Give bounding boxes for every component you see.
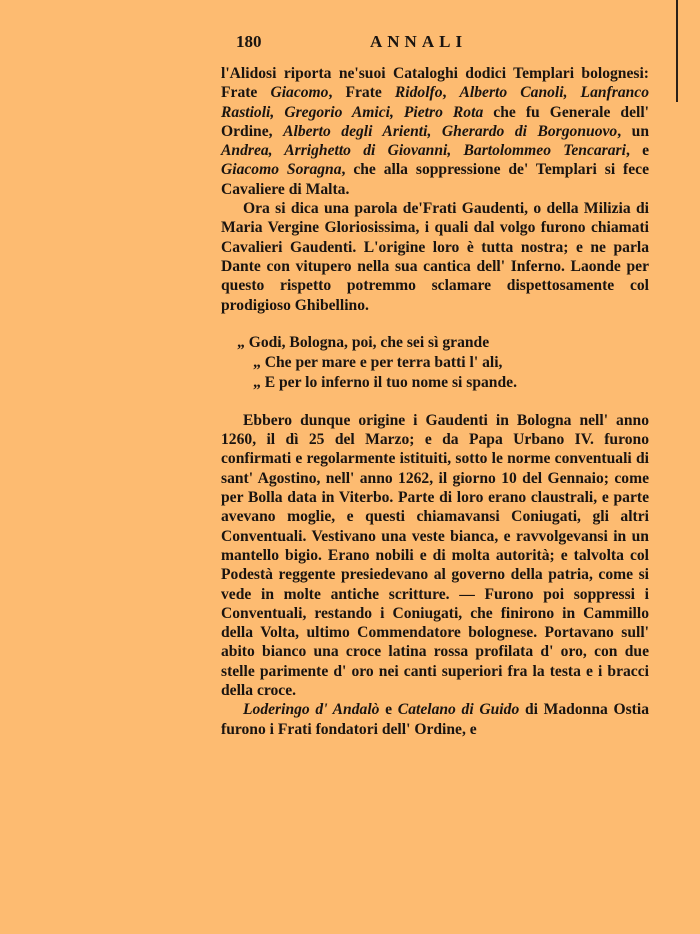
paragraph-templars: [221, 64, 649, 199]
dante-quote: [237, 333, 649, 393]
text-run: , che alla soppressione de' Templari si fece Cavaliere di Malta.: [221, 161, 649, 198]
person-name: Andrea, Arrighetto di Giovanni, Bartolommeo Tencarari: [221, 142, 626, 160]
quote-line: „ Che per mare e per terra batti l' ali,: [253, 353, 503, 371]
text-run: l'Alidosi riporta ne'suoi Cataloghi dodici Templari bolognesi: Frate: [221, 65, 649, 102]
person-name: Loderingo d' Andalò: [243, 701, 380, 719]
paragraph-founders: [221, 700, 649, 739]
page-edge-line: [676, 0, 678, 102]
quote-line: „ Godi, Bologna, poi, che sei sì grande: [237, 333, 490, 351]
body-text: [221, 64, 649, 739]
quote-line: „ E per lo inferno il tuo nome si spande.: [253, 373, 517, 391]
page-header: [236, 32, 516, 56]
person-name: Giacomo: [270, 84, 329, 102]
running-title: ANNALI: [370, 32, 468, 51]
paragraph-origin: Ebbero dunque origine i Gaudenti in Bologna nell' anno 1260, il dì 25 del Marzo; e da Papa Urbano IV. furono confirmati e regolarmente istituiti, sotto le norme conventuali di sant' Agostino, nell' anno 1262, il giorno 10 del Gennaio; come per Bolla data in Viterbo. Parte di loro erano claustrali, e parte avevano moglie, e questi chiamavansi Coniugati, gli altri Conventuali. Vestivano una veste bianca, e ravvolgevansi in un mantello bigio. Erano nobili e di molta autorità; e talvolta col Podestà reggente presiedevano al governo della patria, come si vede in molte antiche scritture. — Furono poi soppressi i Conventuali, restando i Coniugati, che finirono in Cammillo della Volta, ultimo Commendatore bolognese. Portavano sull' abito bianco una croce latina rossa profilata d' oro, con due stelle parimente d' oro nei canti superiori fra la testa e i bracci della croce.: [221, 411, 649, 700]
text-run: che fu Generale dell' Ordine,: [221, 103, 650, 140]
person-name: Ridolfo: [394, 84, 443, 102]
text-run: , un: [617, 122, 649, 140]
person-name: Alberto Canoli, Lanfranco Rastioli, Gregorio Amici, Pietro Rota: [221, 84, 650, 121]
person-name: Catelano di Guido: [397, 701, 520, 719]
person-name: Alberto degli Arienti, Gherardo di Borgonuovo: [283, 122, 618, 140]
paragraph-frati-gaudenti: Ora si dica una parola de'Frati Gaudenti, o della Milizia di Maria Vergine Gloriosissima, i quali dal volgo furono chiamati Cavalieri Gaudenti. L'origine loro è tutta nostra; e ne parla Dante con vitupero nella sua cantica dell' Inferno. Laonde per questo rispetto potremmo sclamare dispettosamente col prodigioso Ghibellino.: [221, 200, 649, 314]
page-number: 180: [236, 32, 262, 51]
text-run: di Madonna Ostia furono i Frati fondatori dell' Ordine, e: [221, 701, 650, 738]
text-run: , e: [625, 142, 650, 160]
text-run: e: [379, 701, 398, 719]
text-run: , Frate: [328, 84, 395, 102]
text-run: ,: [442, 84, 460, 102]
person-name: Giacomo Soragna: [221, 161, 342, 179]
